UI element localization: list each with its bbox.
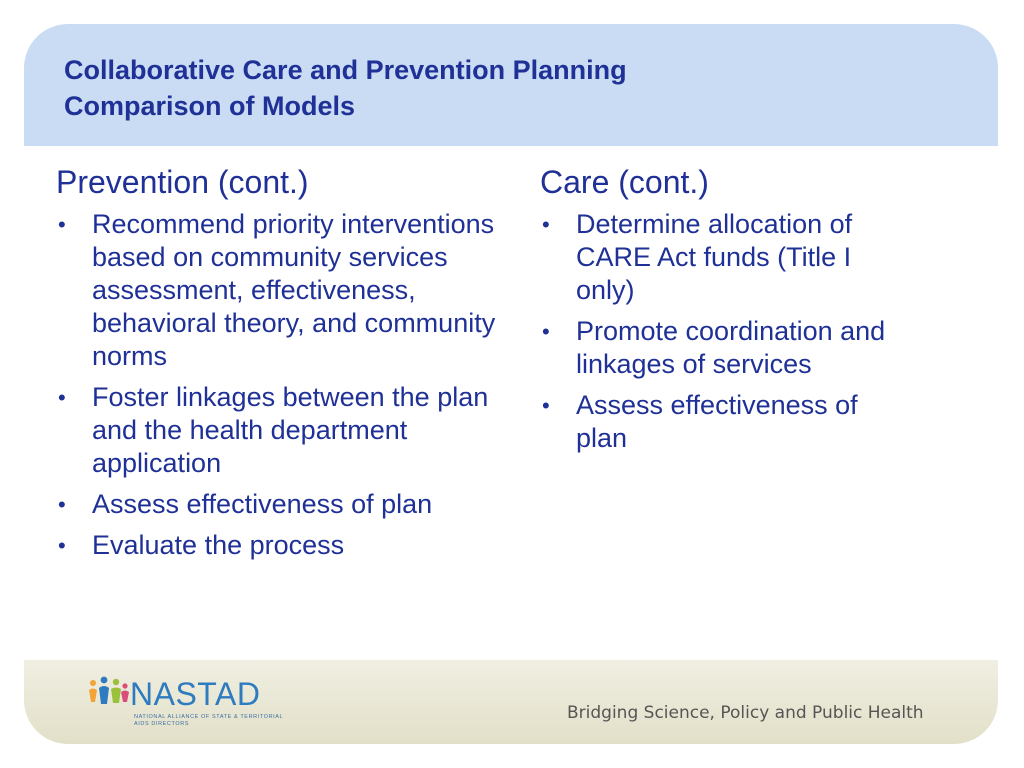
people-figures-icon: [86, 674, 130, 714]
list-item-text: Evaluate the process: [92, 530, 345, 560]
list-item: [56, 488, 526, 521]
logo-wordmark: NASTAD: [130, 676, 261, 712]
nastad-logo: [86, 674, 286, 730]
prevention-heading: Prevention (cont.): [56, 164, 309, 200]
prevention-column: [56, 162, 526, 570]
bullet-icon: •: [542, 393, 550, 418]
list-item: [56, 381, 526, 480]
list-item-text: Recommend priority interventions based on community services assessment, effectiveness, behavioral theory, and community norms: [92, 209, 496, 371]
bullet-icon: •: [58, 492, 66, 517]
list-item-text: Foster linkages between the plan and the health department application: [92, 382, 489, 478]
care-list: [540, 208, 920, 455]
list-item: [56, 529, 526, 562]
bullet-icon: •: [542, 319, 550, 344]
list-item-text: Assess effectiveness of plan: [576, 390, 858, 453]
title-line-1: Collaborative Care and Prevention Planning: [64, 55, 627, 85]
care-heading: Care (cont.): [540, 164, 709, 200]
title-line-2: Comparison of Models: [64, 91, 356, 121]
footer-tagline: Bridging Science, Policy and Public Health: [567, 703, 924, 723]
list-item-text: Promote coordination and linkages of services: [576, 316, 886, 379]
list-item: [540, 208, 920, 307]
list-item-text: Assess effectiveness of plan: [92, 489, 433, 519]
list-item: [56, 208, 526, 373]
list-item: [540, 389, 920, 455]
care-column: [540, 162, 920, 463]
list-item: [540, 315, 920, 381]
bullet-icon: •: [58, 533, 66, 558]
bullet-icon: •: [58, 385, 66, 410]
bullet-icon: •: [542, 212, 550, 237]
bullet-icon: •: [58, 212, 66, 237]
slide-title: [64, 52, 627, 124]
logo-subtext: NATIONAL ALLIANCE OF STATE & TERRITORIAL AIDS DIRECTORS: [134, 714, 284, 727]
prevention-list: [56, 208, 526, 562]
list-item-text: Determine allocation of CARE Act funds (Title I only): [576, 209, 853, 305]
